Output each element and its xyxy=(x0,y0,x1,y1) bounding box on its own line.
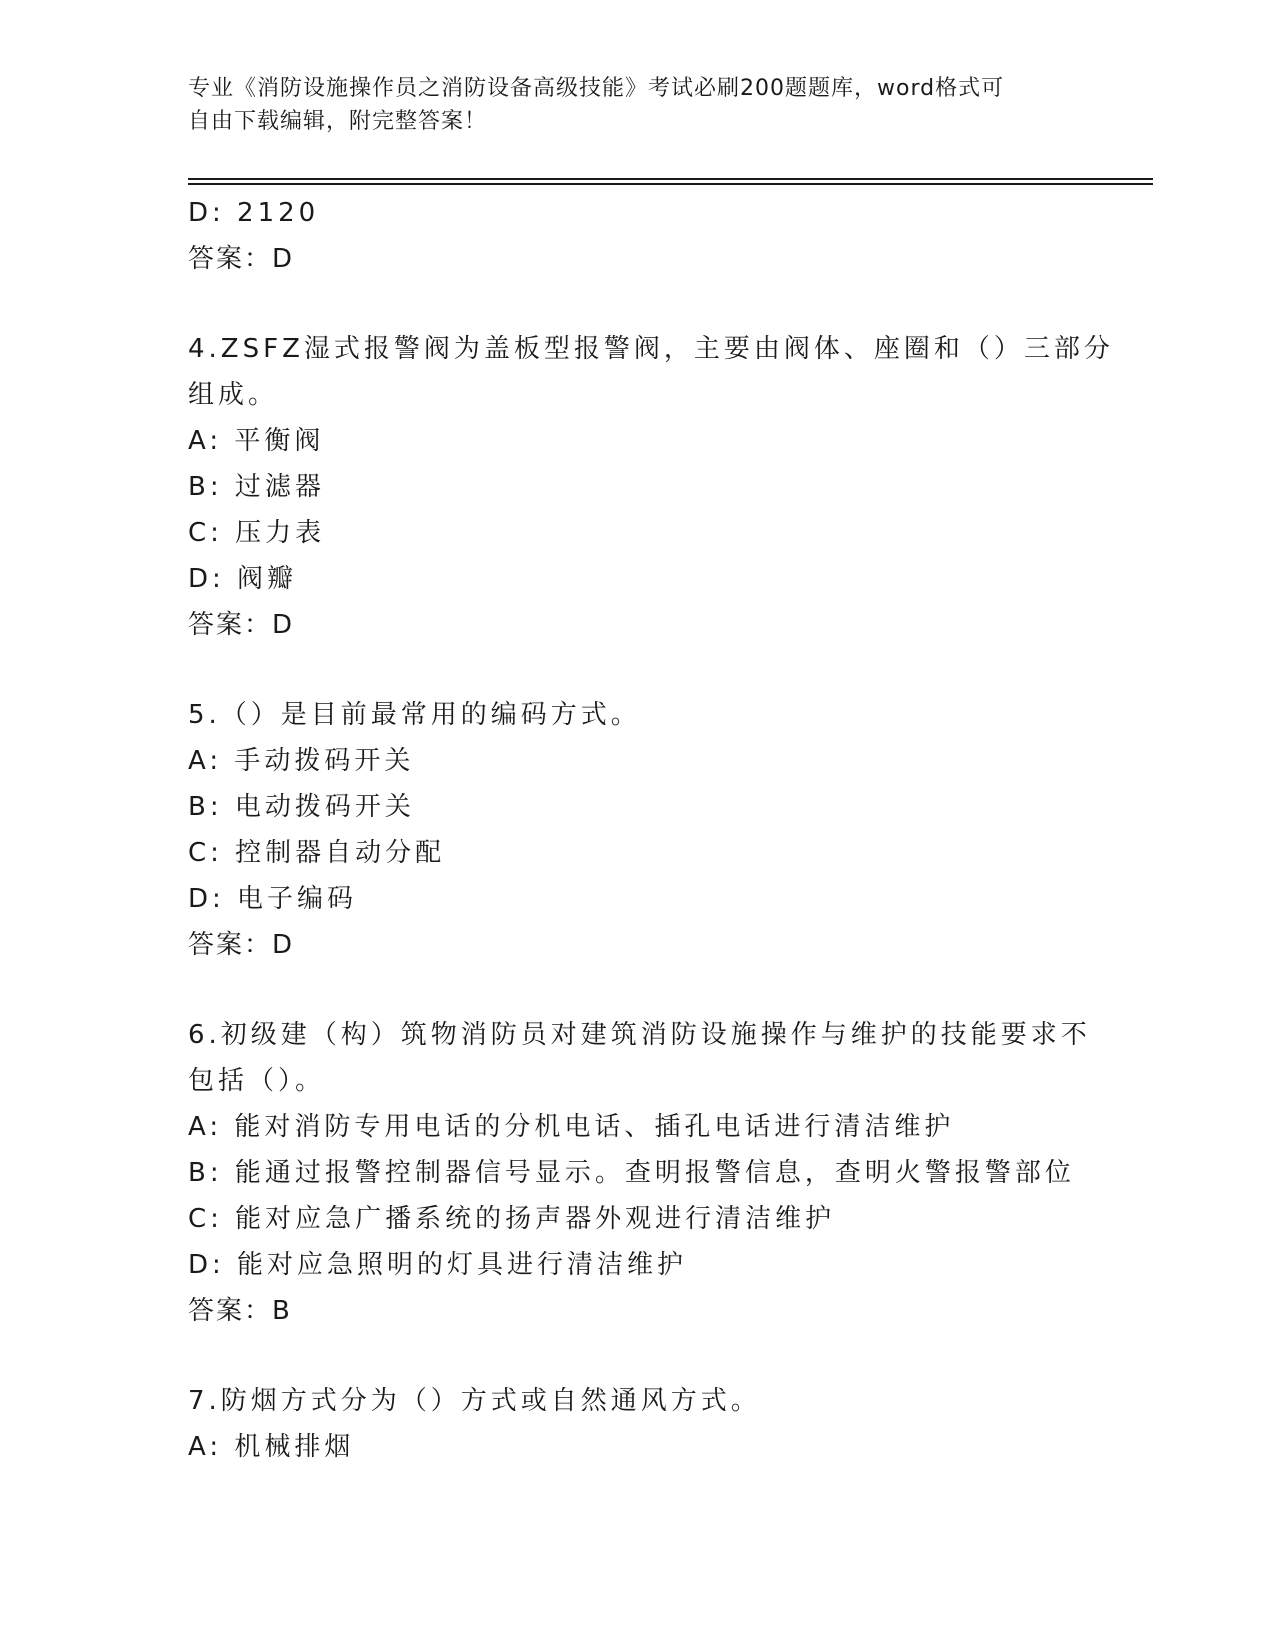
q6-option-c: C: 能对应急广播系统的扬声器外观进行清洁维护 xyxy=(188,1204,836,1234)
document-header xyxy=(188,72,1068,138)
spacer xyxy=(188,1334,1068,1378)
q6-option-d: D: 能对应急照明的灯具进行清洁维护 xyxy=(188,1250,688,1280)
q4-stem-line-1: 4.ZSFZ湿式报警阀为盖板型报警阀，主要由阀体、座圈和（）三部分 xyxy=(188,334,1114,364)
q7-option-a: A: 机械排烟 xyxy=(188,1432,355,1462)
q4-option-a: A: 平衡阀 xyxy=(188,426,325,456)
header-line-2: 自由下载编辑，附完整答案！ xyxy=(188,109,488,134)
header-divider-bottom xyxy=(188,183,1153,185)
q4-option-d: D: 阀瓣 xyxy=(188,564,298,594)
q7-stem-line-1: 7.防烟方式分为（）方式或自然通风方式。 xyxy=(188,1386,761,1416)
q5-answer: 答案：D xyxy=(188,930,295,960)
q5-option-c: C: 控制器自动分配 xyxy=(188,838,446,868)
q6-stem-line-1: 6.初级建（构）筑物消防员对建筑消防设施操作与维护的技能要求不 xyxy=(188,1020,1091,1050)
prev-answer: 答案：D xyxy=(188,244,295,274)
q6-stem-line-2: 包括（）。 xyxy=(188,1066,326,1096)
q5-option-b: B: 电动拨码开关 xyxy=(188,792,415,822)
spacer xyxy=(188,648,1068,692)
q4-option-b: B: 过滤器 xyxy=(188,472,325,502)
header-line-1: 专业《消防设施操作员之消防设备高级技能》考试必刷200题题库，word格式可 xyxy=(188,76,1005,101)
spacer xyxy=(188,968,1068,1012)
q4-stem-line-2: 组成。 xyxy=(188,380,279,410)
q6-option-a: A: 能对消防专用电话的分机电话、插孔电话进行清洁维护 xyxy=(188,1112,955,1142)
header-divider-top xyxy=(188,178,1153,180)
q5-option-d: D: 电子编码 xyxy=(188,884,358,914)
spacer xyxy=(188,282,1068,326)
q4-answer: 答案：D xyxy=(188,610,295,640)
q4-option-c: C: 压力表 xyxy=(188,518,326,548)
q5-option-a: A: 手动拨码开关 xyxy=(188,746,415,776)
q5-stem-line-1: 5.（）是目前最常用的编码方式。 xyxy=(188,700,641,730)
q6-option-b: B: 能通过报警控制器信号显示。查明报警信息，查明火警报警部位 xyxy=(188,1158,1075,1188)
question-content xyxy=(188,190,1114,1470)
prev-option-d: D: 2120 xyxy=(188,198,320,228)
q6-answer: 答案：B xyxy=(188,1296,292,1326)
